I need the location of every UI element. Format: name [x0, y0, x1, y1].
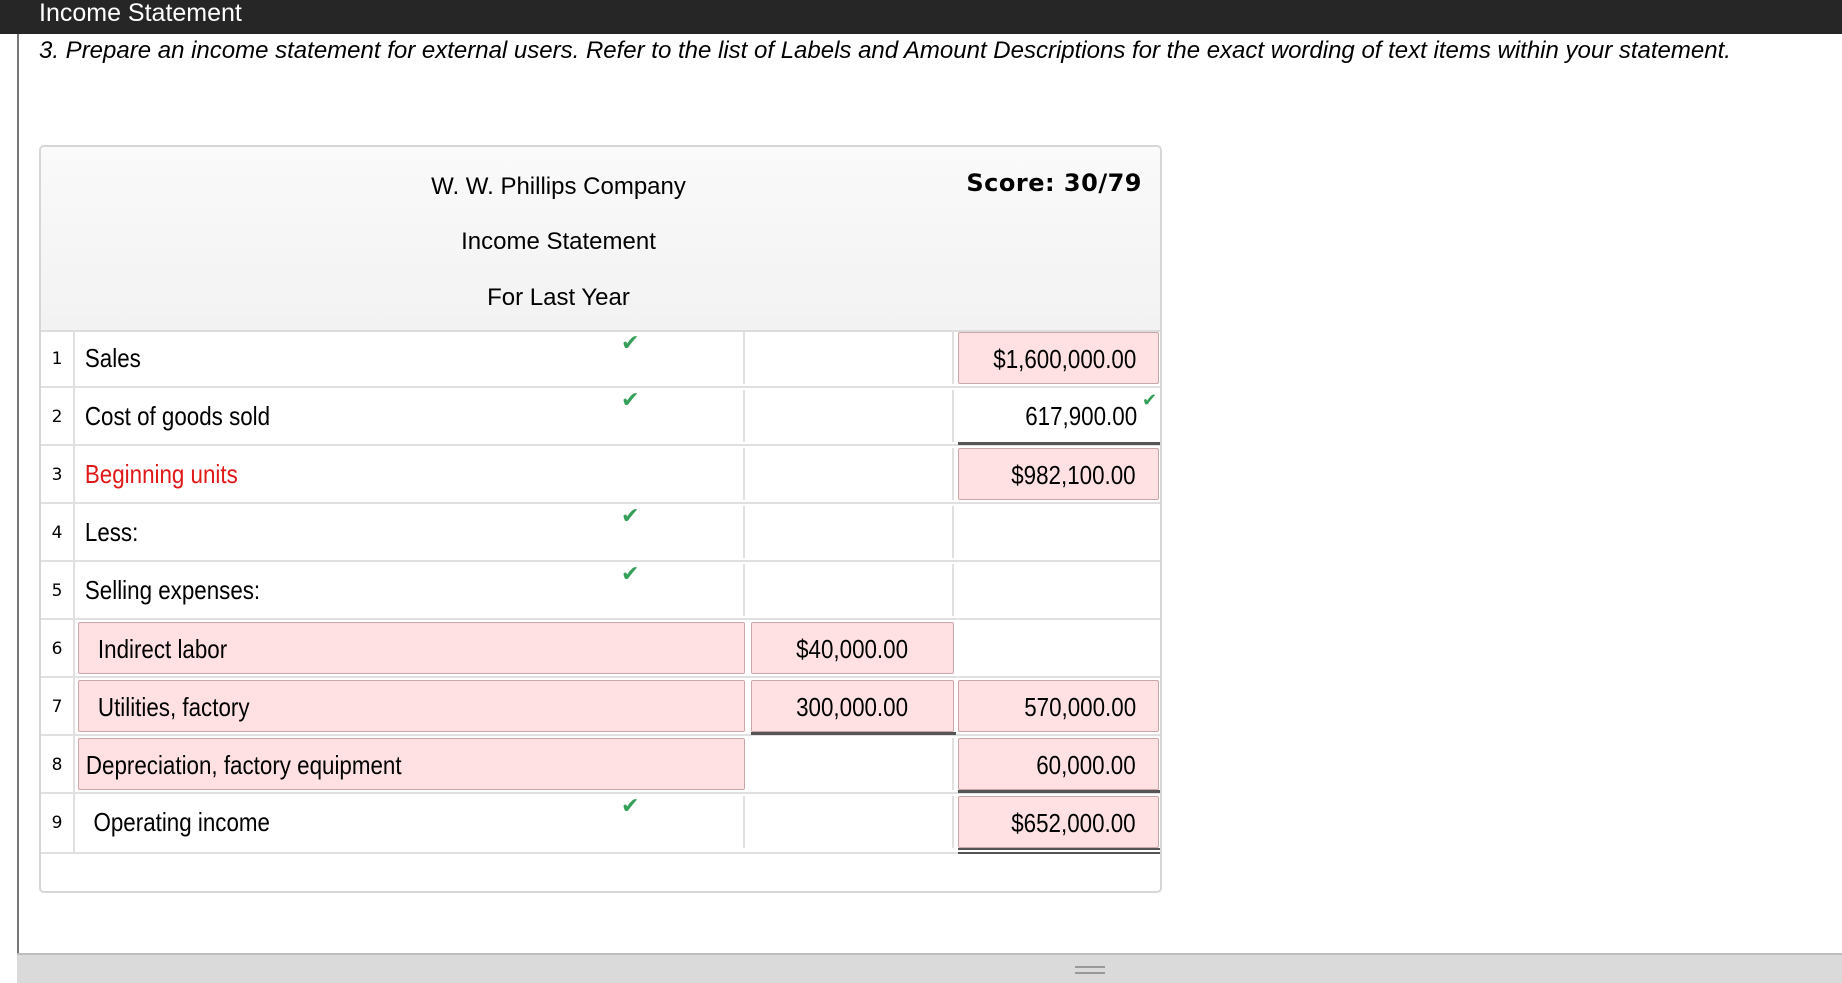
amount-cell-left[interactable]: $40,000.00	[751, 622, 954, 674]
table-row	[41, 388, 1160, 446]
total-double-underline	[958, 848, 1162, 854]
statement-header	[41, 147, 1160, 332]
table-row	[41, 620, 1160, 678]
amount-cell-left[interactable]	[751, 390, 954, 442]
checkmark-icon: ✔	[621, 331, 640, 356]
amount-cell-right[interactable]	[958, 564, 1159, 616]
row-number: 8	[41, 736, 75, 794]
table-row	[41, 446, 1160, 504]
amount-cell-left[interactable]	[751, 332, 954, 384]
label-cell[interactable]: Beginning units	[78, 448, 745, 500]
label-cell[interactable]: Indirect labor	[78, 622, 745, 674]
bottom-scroll-bar[interactable]	[17, 953, 1842, 983]
score-label: Score: 30/79	[966, 169, 1142, 197]
statement-name: Income Statement	[461, 228, 656, 255]
amount-cell-left[interactable]	[751, 506, 954, 558]
amount-cell-right[interactable]: 617,900.00	[1025, 401, 1137, 431]
label-cell[interactable]: Selling expenses:	[78, 564, 745, 616]
label-cell[interactable]: Operating income	[78, 796, 745, 848]
amount-cell-right[interactable]: $982,100.00	[958, 448, 1159, 500]
table-row	[41, 330, 1160, 388]
row-number: 7	[41, 678, 75, 736]
amount-cell-left[interactable]	[751, 448, 954, 500]
row-number: 6	[41, 620, 75, 678]
table-row	[41, 678, 1160, 736]
resize-grip-icon[interactable]	[1075, 966, 1105, 974]
checkmark-icon: ✔	[1142, 390, 1158, 411]
label-cell[interactable]: Cost of goods sold	[78, 390, 745, 442]
checkmark-icon: ✔	[621, 388, 640, 413]
subtotal-underline	[751, 732, 956, 735]
subtotal-underline	[958, 442, 1162, 445]
row-number: 3	[41, 446, 75, 504]
instruction-text: 3. Prepare an income statement for external users. Refer to the list of Labels and Amount Descriptions for the exact wording of text items within your statement.	[39, 37, 1731, 64]
table-row	[41, 794, 1160, 854]
label-cell[interactable]: Sales	[78, 332, 745, 384]
amount-cell-right[interactable]	[958, 506, 1159, 558]
checkmark-icon: ✔	[621, 794, 640, 819]
checkmark-icon: ✔	[621, 504, 640, 529]
amount-cell-left[interactable]	[751, 796, 954, 848]
table-row	[41, 736, 1160, 794]
amount-cell-right[interactable]: 60,000.00	[958, 738, 1159, 790]
table-row	[41, 562, 1160, 620]
table-row	[41, 504, 1160, 562]
income-statement-panel	[39, 145, 1162, 893]
row-number: 9	[41, 794, 75, 852]
company-name: W. W. Phillips Company	[431, 173, 686, 200]
checkmark-icon: ✔	[621, 562, 640, 587]
window-title: Income Statement	[39, 0, 242, 27]
amount-cell-right[interactable]	[958, 622, 1159, 674]
row-number: 2	[41, 388, 75, 446]
amount-cell-left[interactable]: 300,000.00	[751, 680, 954, 732]
subtotal-underline	[958, 790, 1162, 793]
amount-cell-right[interactable]: $652,000.00	[958, 796, 1159, 848]
row-number: 1	[41, 330, 75, 388]
label-cell[interactable]: Utilities, factory	[78, 680, 745, 732]
amount-cell-right[interactable]: $1,600,000.00	[958, 332, 1159, 384]
label-cell[interactable]: Depreciation, factory equipment	[78, 738, 745, 790]
row-number: 4	[41, 504, 75, 562]
window-title-bar	[0, 0, 1842, 34]
left-divider	[17, 34, 19, 983]
statement-period: For Last Year	[487, 284, 630, 311]
amount-cell-right[interactable]: 570,000.00	[958, 680, 1159, 732]
amount-cell-left[interactable]	[751, 738, 954, 790]
row-number: 5	[41, 562, 75, 620]
label-cell[interactable]: Less:	[78, 506, 745, 558]
amount-cell-left[interactable]	[751, 564, 954, 616]
